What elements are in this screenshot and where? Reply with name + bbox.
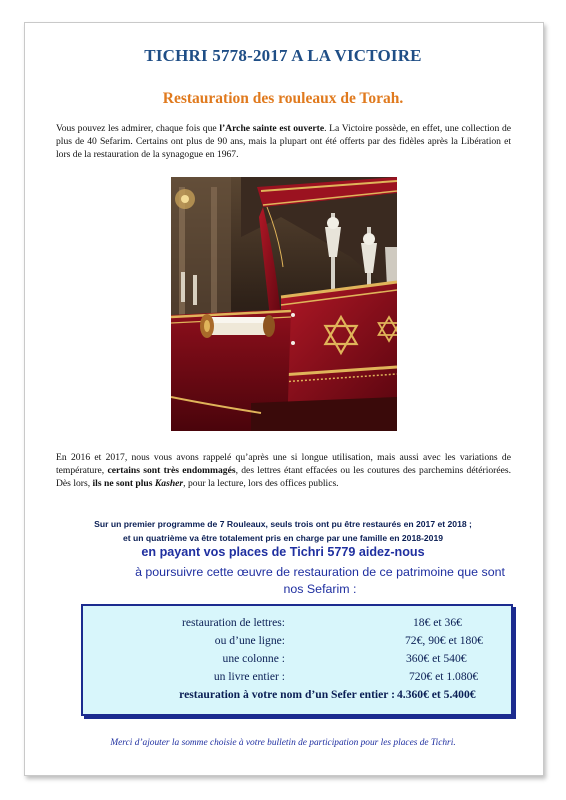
synagogue-ark-image — [171, 177, 397, 431]
price-row — [83, 652, 511, 668]
cta-line-1: à poursuivre cette œuvre de restauration de ce patrimoine que sont — [135, 565, 505, 579]
price-row — [83, 616, 511, 632]
page-title: TICHRI 5778-2017 A LA VICTOIRE — [144, 46, 422, 65]
price-row — [83, 670, 511, 686]
program-line-2: et un quatrième va être totalement pris en charge par une famille en 2018-2019 — [123, 533, 443, 543]
program-line-1: Sur un premier programme de 7 Rouleaux, seuls trois ont pu être restaurés en 2017 et 2018 ; — [94, 519, 472, 529]
price-row — [83, 688, 511, 704]
price-value: 4.360€ et 5.400€ — [397, 688, 476, 701]
price-box — [81, 604, 513, 716]
price-label: ou d’une ligne: — [214, 634, 285, 647]
price-value: 360€ et 540€ — [406, 652, 467, 665]
page-subtitle: Restauration des rouleaux de Torah. — [162, 90, 404, 107]
cta-line-2: nos Sefarim : — [283, 582, 357, 596]
price-value: 72€, 90€ et 180€ — [405, 634, 483, 647]
condition-paragraph: En 2016 et 2017, nous vous avons rappelé qu’après une si longue utilisation, mais aussi avec les variations de température, certains sont très endommagés, des lettres étant effacées ou les coutures des parchemins détériorées. Dès lors, ils ne sont plus Kasher, pour la lecture, lors des offices publics. — [56, 452, 512, 489]
intro-paragraph: Vous pouvez les admirer, chaque fois que l’Arche sainte est ouverte. La Victoire possède, en effet, une collection de plus de 40 Sefarim. Certains ont plus de 90 ans, mais la plupart ont été offerts par des fidèles après la Libération et lors de la restauration de la synagogue en 1967. — [56, 123, 511, 160]
price-label: restauration de lettres: — [181, 616, 285, 629]
price-value: 18€ et 36€ — [413, 616, 462, 629]
torah-scrolls-photo — [171, 177, 397, 431]
price-row — [83, 634, 511, 650]
price-label: restauration à votre nom d’un Sefer entier : — [179, 688, 395, 701]
price-label: un livre entier : — [213, 670, 285, 683]
price-value: 720€ et 1.080€ — [409, 670, 479, 683]
call-to-action: en payant vos places de Tichri 5779 aidez-nous — [141, 545, 425, 559]
price-label: une colonne : — [222, 652, 285, 665]
footer-note: Merci d’ajouter la somme choisie à votre bulletin de participation pour les places de Tichri. — [110, 738, 456, 748]
